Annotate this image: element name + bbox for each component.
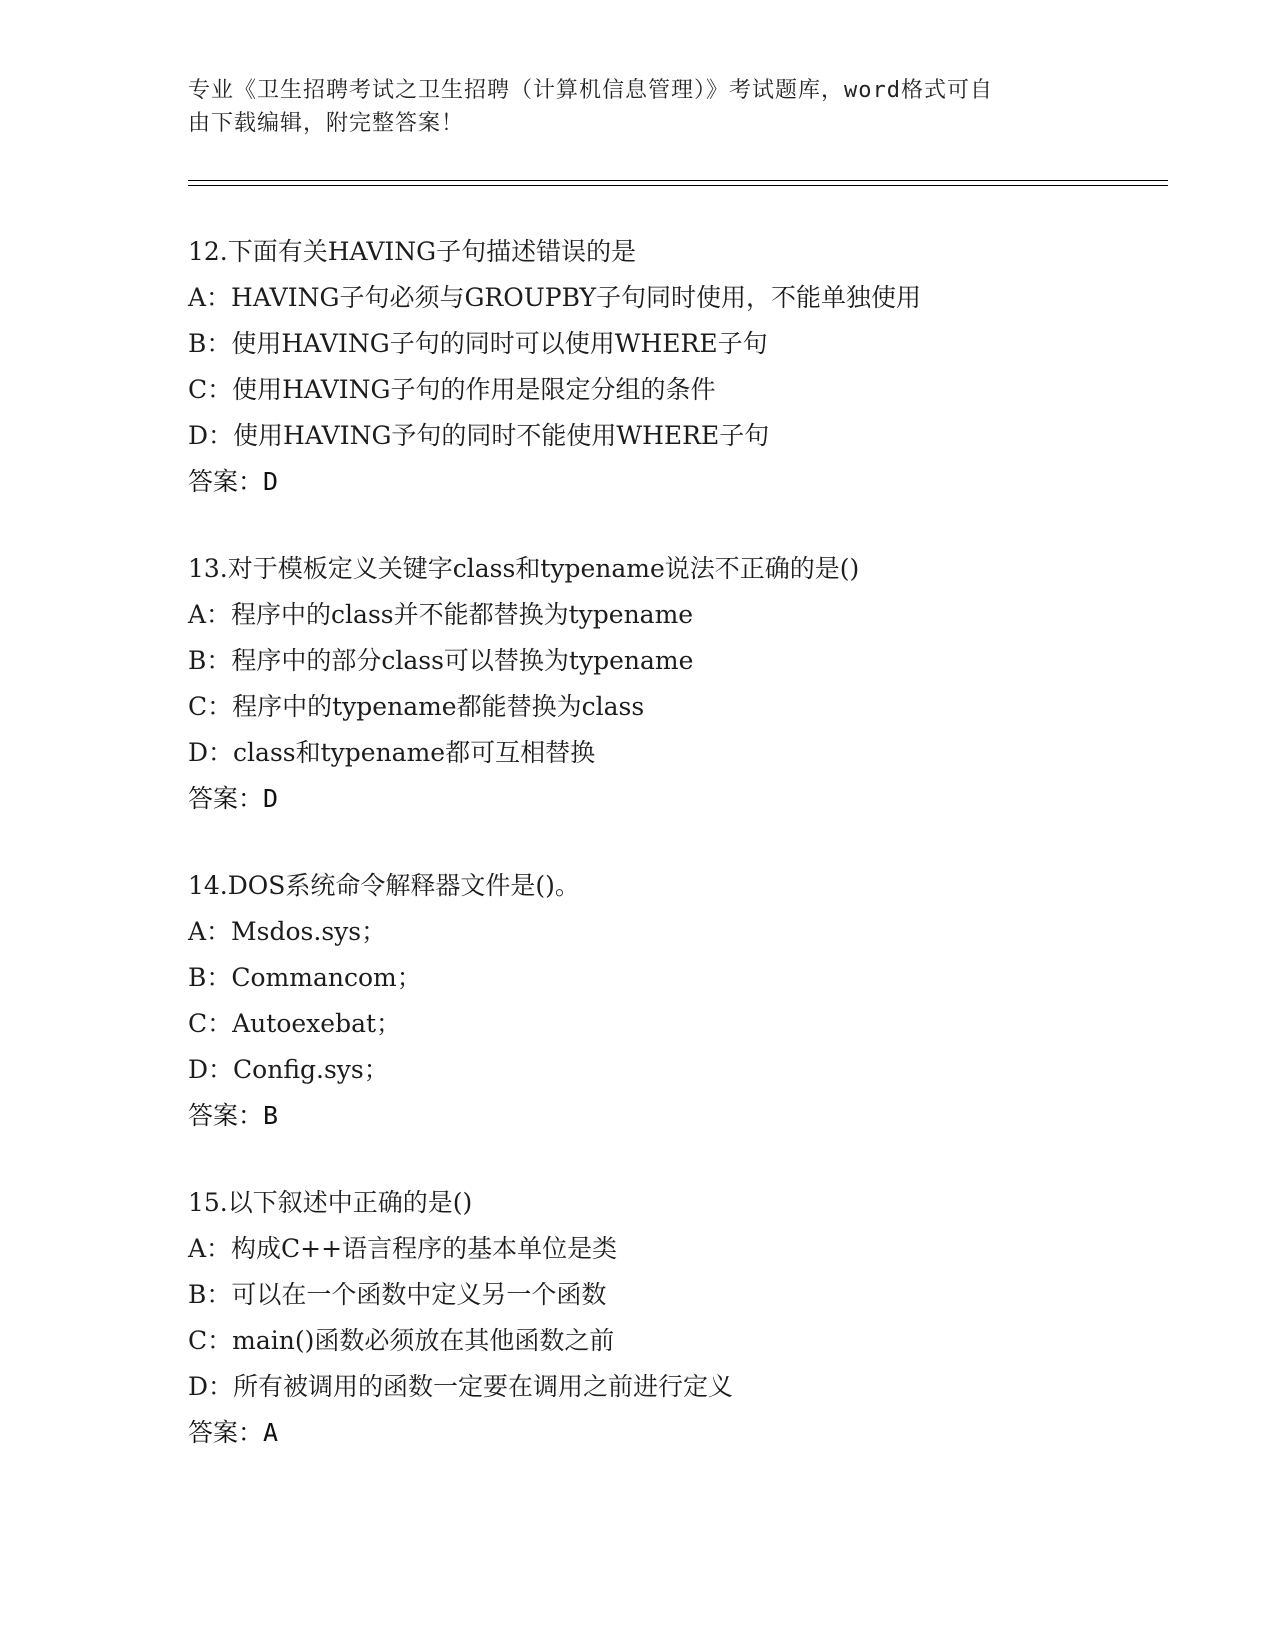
header-divider-top (188, 180, 1168, 181)
option-a: A：Msdos.sys； (188, 917, 387, 946)
question-stem: 14.DOS系统命令解释器文件是()。 (188, 871, 580, 900)
option-c: C：main()函数必须放在其他函数之前 (188, 1326, 615, 1355)
question-stem: 15.以下叙述中正确的是() (188, 1188, 473, 1217)
question-block (188, 863, 1188, 1139)
option-a: A：HAVING子句必须与GROUPBY子句同时使用，不能单独使用 (188, 283, 922, 312)
question-block (188, 1180, 1188, 1456)
option-b: B：使用HAVING子句的同时可以使用WHERE子句 (188, 329, 768, 358)
answer-line: 答案：B (188, 1101, 279, 1130)
option-b: B：程序中的部分class可以替换为typename (188, 646, 694, 675)
option-d: D：使用HAVING予句的同时不能使用WHERE子句 (188, 421, 770, 450)
option-c: C：程序中的typename都能替换为class (188, 692, 645, 721)
option-b: B：可以在一个函数中定义另一个函数 (188, 1280, 607, 1309)
option-c: C：使用HAVING子句的作用是限定分组的条件 (188, 375, 716, 404)
question-stem: 13.对于模板定义关键字class和typename说法不正确的是() (188, 554, 860, 583)
header-line-2: 由下载编辑，附完整答案！ (188, 111, 465, 136)
option-d: D：class和typename都可互相替换 (188, 738, 596, 767)
header-line-1: 专业《卫生招聘考试之卫生招聘（计算机信息管理）》考试题库，word格式可自 (188, 78, 993, 103)
question-stem: 12.下面有关HAVING子句描述错误的是 (188, 237, 637, 266)
option-a: A：程序中的class并不能都替换为typename (188, 600, 694, 629)
question-block (188, 229, 1188, 505)
option-a: A：构成C++语言程序的基本单位是类 (188, 1234, 618, 1263)
answer-line: 答案：D (188, 784, 279, 813)
question-block (188, 546, 1188, 822)
header-divider-bottom (188, 185, 1168, 186)
option-c: C：Autoexebat； (188, 1009, 402, 1038)
answer-line: 答案：A (188, 1418, 279, 1447)
option-b: B：Commancom； (188, 963, 422, 992)
document-header (188, 74, 1068, 140)
option-d: D：Config.sys； (188, 1055, 389, 1084)
answer-line: 答案：D (188, 467, 279, 496)
option-d: D：所有被调用的函数一定要在调用之前进行定义 (188, 1372, 734, 1401)
